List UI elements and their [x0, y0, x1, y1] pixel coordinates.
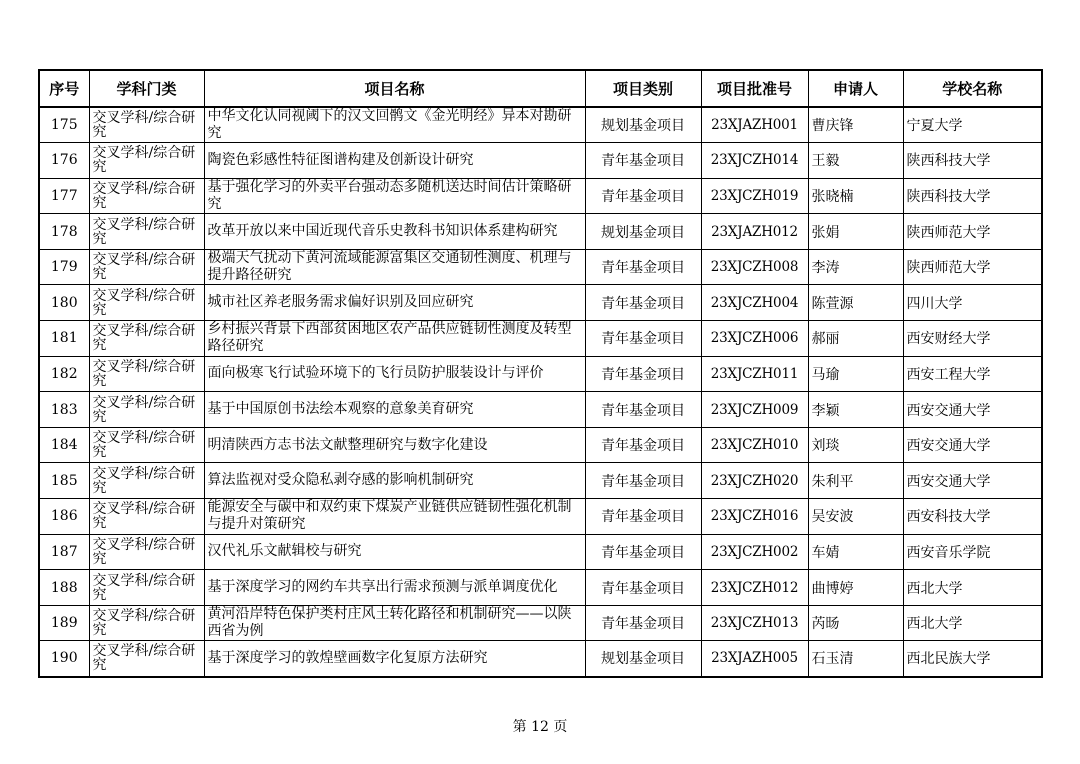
approval-number-cell: 23XJCZH009	[701, 392, 808, 428]
table-row	[39, 534, 1042, 570]
table-row	[39, 356, 1042, 392]
table-row	[39, 214, 1042, 250]
approval-number-cell: 23XJCZH002	[701, 534, 808, 570]
table-row	[39, 249, 1042, 285]
project-name-cell: 黄河沿岸特色保护类村庄风土转化路径和机制研究——以陕西省为例	[204, 605, 585, 641]
table-row	[39, 570, 1042, 606]
row-number: 190	[39, 641, 89, 677]
approval-number-cell: 23XJCZH013	[701, 605, 808, 641]
project-name-cell: 能源安全与碳中和双约束下煤炭产业链供应链韧性强化机制与提升对策研究	[204, 499, 585, 535]
project-name-cell: 基于深度学习的网约车共享出行需求预测与派单调度优化	[204, 570, 585, 606]
applicant-cell: 曹庆锋	[808, 107, 903, 143]
discipline-cell: 交叉学科/综合研究	[89, 605, 204, 641]
row-number: 182	[39, 356, 89, 392]
project-name-cell: 极端天气扰动下黄河流域能源富集区交通韧性测度、机理与提升路径研究	[204, 249, 585, 285]
applicant-cell: 刘琰	[808, 427, 903, 463]
table-row	[39, 427, 1042, 463]
discipline-cell: 交叉学科/综合研究	[89, 143, 204, 179]
school-cell: 西安科技大学	[903, 499, 1042, 535]
project-type-cell: 青年基金项目	[585, 534, 701, 570]
table-row	[39, 605, 1042, 641]
project-name-cell: 算法监视对受众隐私剥夺感的影响机制研究	[204, 463, 585, 499]
table-row	[39, 143, 1042, 179]
row-number: 183	[39, 392, 89, 428]
approval-number-cell: 23XJAZH012	[701, 214, 808, 250]
discipline-cell: 交叉学科/综合研究	[89, 427, 204, 463]
project-type-cell: 青年基金项目	[585, 570, 701, 606]
applicant-cell: 王毅	[808, 143, 903, 179]
table-row	[39, 641, 1042, 677]
table-row	[39, 178, 1042, 214]
row-number: 180	[39, 285, 89, 321]
row-number: 188	[39, 570, 89, 606]
school-cell: 陕西科技大学	[903, 143, 1042, 179]
approval-number-cell: 23XJCZH008	[701, 249, 808, 285]
project-type-cell: 青年基金项目	[585, 285, 701, 321]
project-name-cell: 中华文化认同视阈下的汉文回鹘文《金光明经》异本对勘研究	[204, 107, 585, 143]
applicant-cell: 张晓楠	[808, 178, 903, 214]
row-number: 177	[39, 178, 89, 214]
school-cell: 陕西科技大学	[903, 178, 1042, 214]
school-cell: 陕西师范大学	[903, 249, 1042, 285]
approval-number-cell: 23XJAZH001	[701, 107, 808, 143]
school-cell: 西北大学	[903, 570, 1042, 606]
approval-number-cell: 23XJCZH006	[701, 321, 808, 357]
project-table	[38, 69, 1043, 678]
row-number: 175	[39, 107, 89, 143]
table-row	[39, 285, 1042, 321]
discipline-cell: 交叉学科/综合研究	[89, 570, 204, 606]
approval-number-cell: 23XJCZH020	[701, 463, 808, 499]
row-number: 186	[39, 499, 89, 535]
applicant-cell: 陈萱源	[808, 285, 903, 321]
discipline-cell: 交叉学科/综合研究	[89, 321, 204, 357]
project-name-cell: 基于深度学习的敦煌壁画数字化复原方法研究	[204, 641, 585, 677]
discipline-cell: 交叉学科/综合研究	[89, 249, 204, 285]
approval-number-cell: 23XJCZH011	[701, 356, 808, 392]
school-cell: 宁夏大学	[903, 107, 1042, 143]
discipline-cell: 交叉学科/综合研究	[89, 356, 204, 392]
discipline-cell: 交叉学科/综合研究	[89, 499, 204, 535]
header-applicant: 申请人	[808, 70, 903, 107]
project-type-cell: 青年基金项目	[585, 463, 701, 499]
project-type-cell: 规划基金项目	[585, 641, 701, 677]
project-name-cell: 乡村振兴背景下西部贫困地区农产品供应链韧性测度及转型路径研究	[204, 321, 585, 357]
page-number: 第 12 页	[512, 719, 568, 735]
header-project-type: 项目类别	[585, 70, 701, 107]
school-cell: 西安交通大学	[903, 392, 1042, 428]
row-number: 181	[39, 321, 89, 357]
header-row	[39, 70, 1042, 107]
project-type-cell: 青年基金项目	[585, 249, 701, 285]
applicant-cell: 李颖	[808, 392, 903, 428]
project-type-cell: 青年基金项目	[585, 178, 701, 214]
project-type-cell: 青年基金项目	[585, 392, 701, 428]
project-name-cell: 汉代礼乐文献辑校与研究	[204, 534, 585, 570]
approval-number-cell: 23XJCZH004	[701, 285, 808, 321]
applicant-cell: 芮旸	[808, 605, 903, 641]
applicant-cell: 朱利平	[808, 463, 903, 499]
project-name-cell: 明清陕西方志书法文献整理研究与数字化建设	[204, 427, 585, 463]
discipline-cell: 交叉学科/综合研究	[89, 214, 204, 250]
row-number: 179	[39, 249, 89, 285]
project-type-cell: 青年基金项目	[585, 605, 701, 641]
row-number: 176	[39, 143, 89, 179]
project-name-cell: 基于强化学习的外卖平台强动态多随机送达时间估计策略研究	[204, 178, 585, 214]
discipline-cell: 交叉学科/综合研究	[89, 534, 204, 570]
table-row	[39, 107, 1042, 143]
project-type-cell: 青年基金项目	[585, 356, 701, 392]
applicant-cell: 吴安波	[808, 499, 903, 535]
discipline-cell: 交叉学科/综合研究	[89, 641, 204, 677]
approval-number-cell: 23XJCZH014	[701, 143, 808, 179]
project-type-cell: 青年基金项目	[585, 427, 701, 463]
project-name-cell: 陶瓷色彩感性特征图谱构建及创新设计研究	[204, 143, 585, 179]
school-cell: 陕西师范大学	[903, 214, 1042, 250]
applicant-cell: 郝丽	[808, 321, 903, 357]
row-number: 185	[39, 463, 89, 499]
approval-number-cell: 23XJCZH019	[701, 178, 808, 214]
school-cell: 西北大学	[903, 605, 1042, 641]
discipline-cell: 交叉学科/综合研究	[89, 392, 204, 428]
applicant-cell: 石玉清	[808, 641, 903, 677]
discipline-cell: 交叉学科/综合研究	[89, 463, 204, 499]
table-row	[39, 499, 1042, 535]
project-name-cell: 基于中国原创书法绘本观察的意象美育研究	[204, 392, 585, 428]
applicant-cell: 李涛	[808, 249, 903, 285]
table-row	[39, 463, 1042, 499]
school-cell: 四川大学	[903, 285, 1042, 321]
row-number: 189	[39, 605, 89, 641]
project-name-cell: 改革开放以来中国近现代音乐史教科书知识体系建构研究	[204, 214, 585, 250]
header-discipline: 学科门类	[89, 70, 204, 107]
header-no: 序号	[39, 70, 89, 107]
applicant-cell: 曲博婷	[808, 570, 903, 606]
discipline-cell: 交叉学科/综合研究	[89, 178, 204, 214]
project-name-cell: 面向极寒飞行试验环境下的飞行员防护服装设计与评价	[204, 356, 585, 392]
table-row	[39, 392, 1042, 428]
project-name-cell: 城市社区养老服务需求偏好识别及回应研究	[204, 285, 585, 321]
row-number: 184	[39, 427, 89, 463]
school-cell: 西安交通大学	[903, 463, 1042, 499]
school-cell: 西安工程大学	[903, 356, 1042, 392]
project-type-cell: 规划基金项目	[585, 214, 701, 250]
header-school: 学校名称	[903, 70, 1042, 107]
row-number: 178	[39, 214, 89, 250]
approval-number-cell: 23XJCZH010	[701, 427, 808, 463]
school-cell: 西安财经大学	[903, 321, 1042, 357]
table-row	[39, 321, 1042, 357]
school-cell: 西北民族大学	[903, 641, 1042, 677]
project-type-cell: 青年基金项目	[585, 321, 701, 357]
approval-number-cell: 23XJCZH016	[701, 499, 808, 535]
school-cell: 西安音乐学院	[903, 534, 1042, 570]
discipline-cell: 交叉学科/综合研究	[89, 107, 204, 143]
discipline-cell: 交叉学科/综合研究	[89, 285, 204, 321]
project-type-cell: 青年基金项目	[585, 499, 701, 535]
project-type-cell: 青年基金项目	[585, 143, 701, 179]
header-approval-number: 项目批准号	[701, 70, 808, 107]
applicant-cell: 马瑜	[808, 356, 903, 392]
applicant-cell: 车婧	[808, 534, 903, 570]
row-number: 187	[39, 534, 89, 570]
school-cell: 西安交通大学	[903, 427, 1042, 463]
approval-number-cell: 23XJCZH012	[701, 570, 808, 606]
project-type-cell: 规划基金项目	[585, 107, 701, 143]
header-project-name: 项目名称	[204, 70, 585, 107]
applicant-cell: 张娟	[808, 214, 903, 250]
approval-number-cell: 23XJAZH005	[701, 641, 808, 677]
